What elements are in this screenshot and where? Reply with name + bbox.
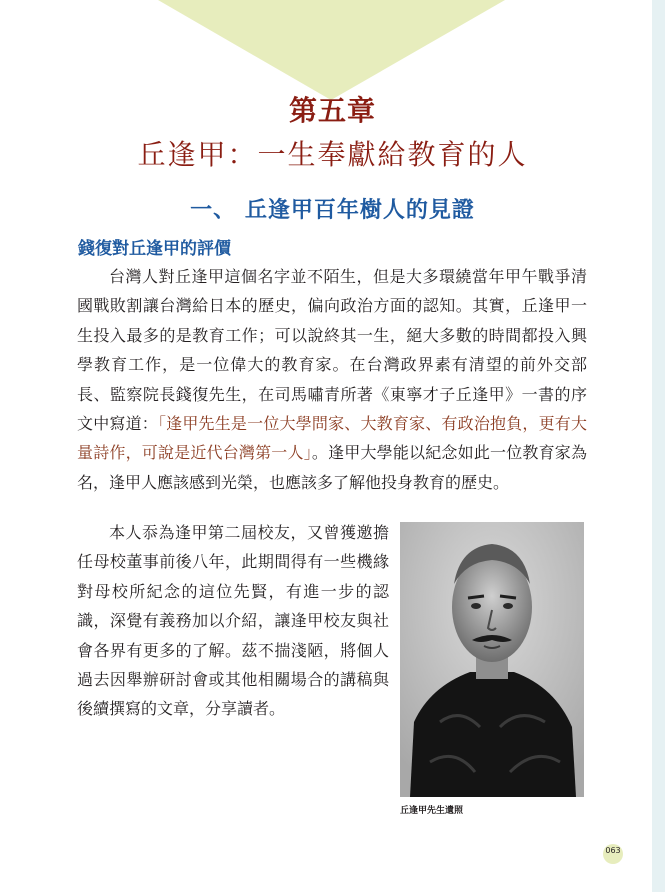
chapter-title: 丘逢甲：一生奉獻給教育的人 [137, 138, 528, 171]
body-paragraph-2 [77, 518, 389, 724]
quote-text: 「逢甲先生是一位大學問家、大教育家、有政治抱負，更有大量詩作，可說是近代台灣第一人」 [77, 414, 587, 463]
photo-caption: 丘逢甲先生遺照 [400, 806, 464, 816]
sub-heading: 錢復對丘逢甲的評價 [78, 239, 231, 259]
para1-text-end: 。逢甲大學能以紀念如此一位教育家為名，逢甲人應該感到光榮，也應該多了解他投身教育的歷史。 [77, 443, 587, 492]
portrait-photo [400, 522, 584, 797]
para2-text: 本人忝為逢甲第二屆校友，又曾獲邀擔任母校董事前後八年，此期間得有一些機緣對母校所紀念的這位先賢，有進一步的認識，深覺有義務加以介紹，讓逢甲校友與社會各界有更多的了解。茲不揣淺陋，將個人過去因舉辦研討會或其他相關場合的講稿與後續撰寫的文章，分享讀者。 [77, 523, 389, 719]
top-decor-triangle [0, 0, 665, 100]
para1-text: 台灣人對丘逢甲這個名字並不陌生，但是大多環繞當年甲午戰爭清國戰敗割讓台灣給日本的歷史，偏向政治方面的認知。其實，丘逢甲一生投入最多的是教育工作；可以說終其一生，絕大多數的時間都投入興學教育工作，是一位偉大的教育家。在台灣政界素有清望的前外交部長、監察院長錢復先生，在司馬嘯青所著《東寧才子丘逢甲》一書的序文中寫道： [77, 267, 587, 434]
section-title: 一、 丘逢甲百年樹人的見證 [190, 197, 475, 223]
page-number: 063 [605, 846, 621, 855]
body-paragraph-1 [77, 262, 587, 497]
chapter-number: 第五章 [288, 94, 376, 127]
